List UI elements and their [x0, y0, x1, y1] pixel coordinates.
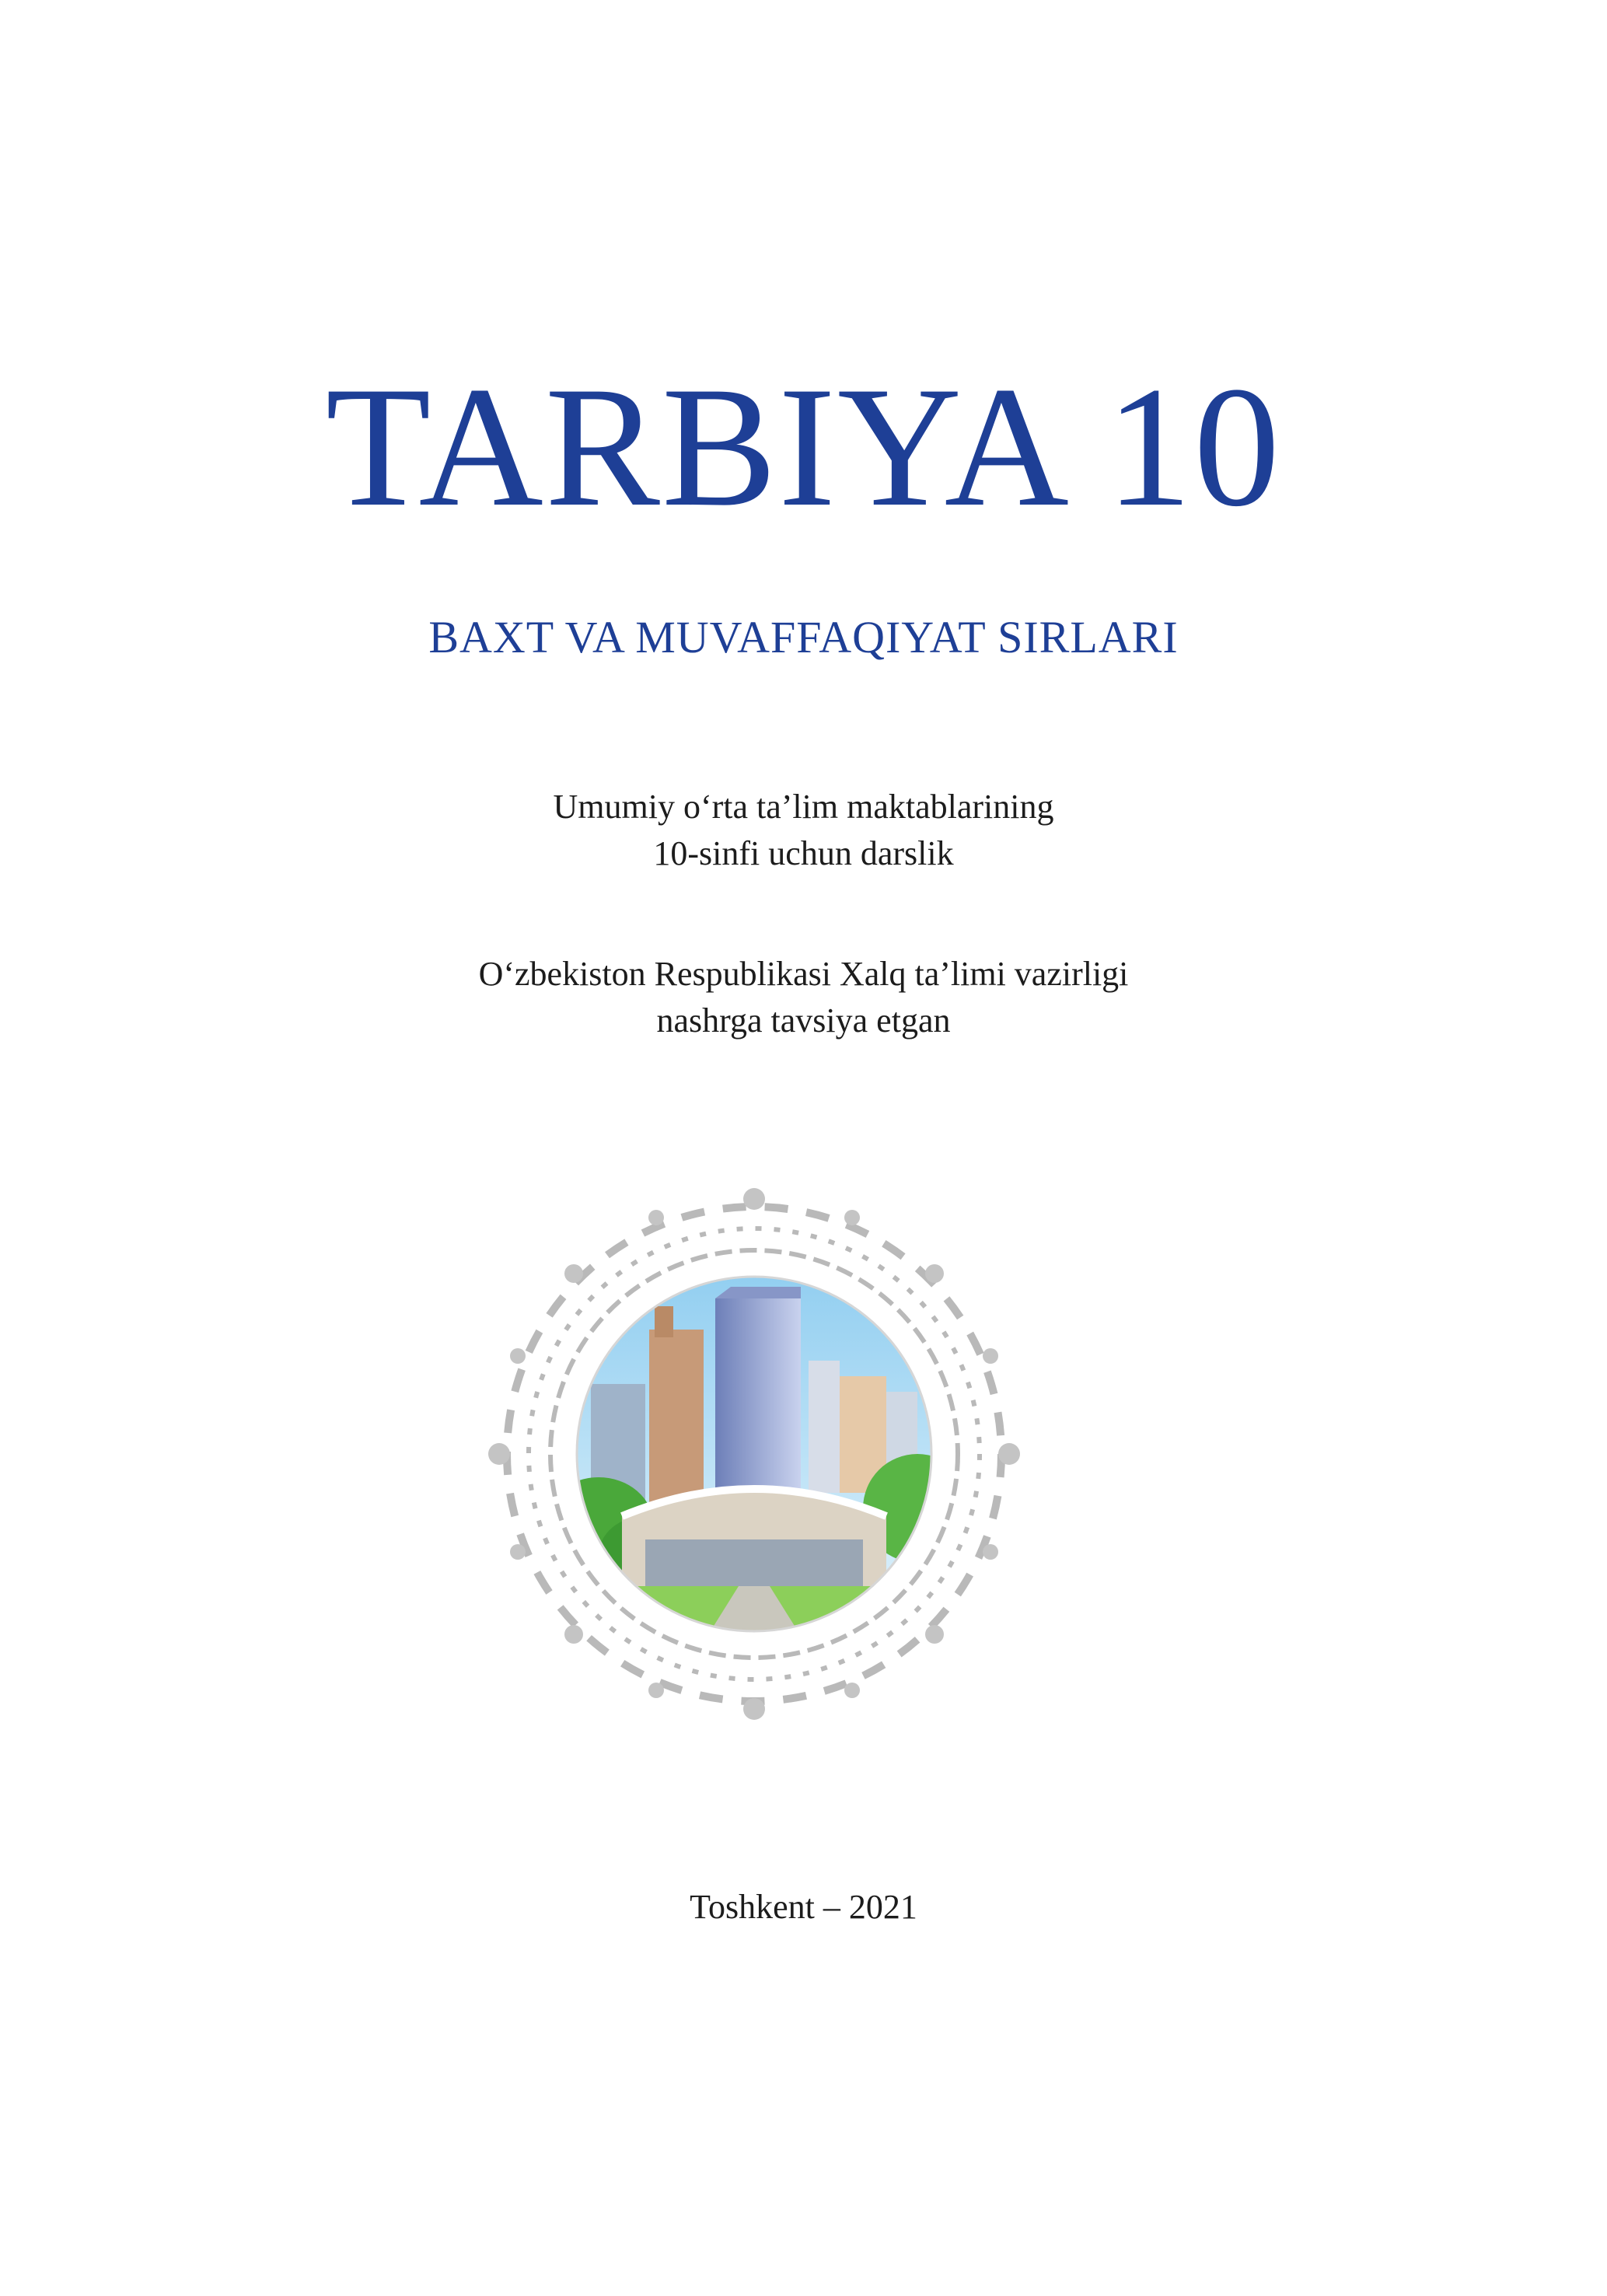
city-ornament-emblem	[482, 1182, 1026, 1726]
book-title: TARBIYA 10	[325, 351, 1282, 543]
book-subtitle: BAXT VA MUVAFFAQIYAT SIRLARI	[428, 612, 1179, 662]
approval-line-2: nashrga tavsiya etgan	[656, 1001, 951, 1040]
city-ornament-icon	[482, 1182, 1026, 1726]
description-line-2: 10-sinfi uchun darslik	[653, 834, 954, 872]
place-year: Toshkent – 2021	[690, 1888, 917, 1926]
approval-line-1: O‘zbekiston Respublikasi Xalq ta’limi vazirligi	[478, 955, 1129, 993]
description-line-1: Umumiy o‘rta ta’lim maktablarining	[553, 788, 1054, 826]
